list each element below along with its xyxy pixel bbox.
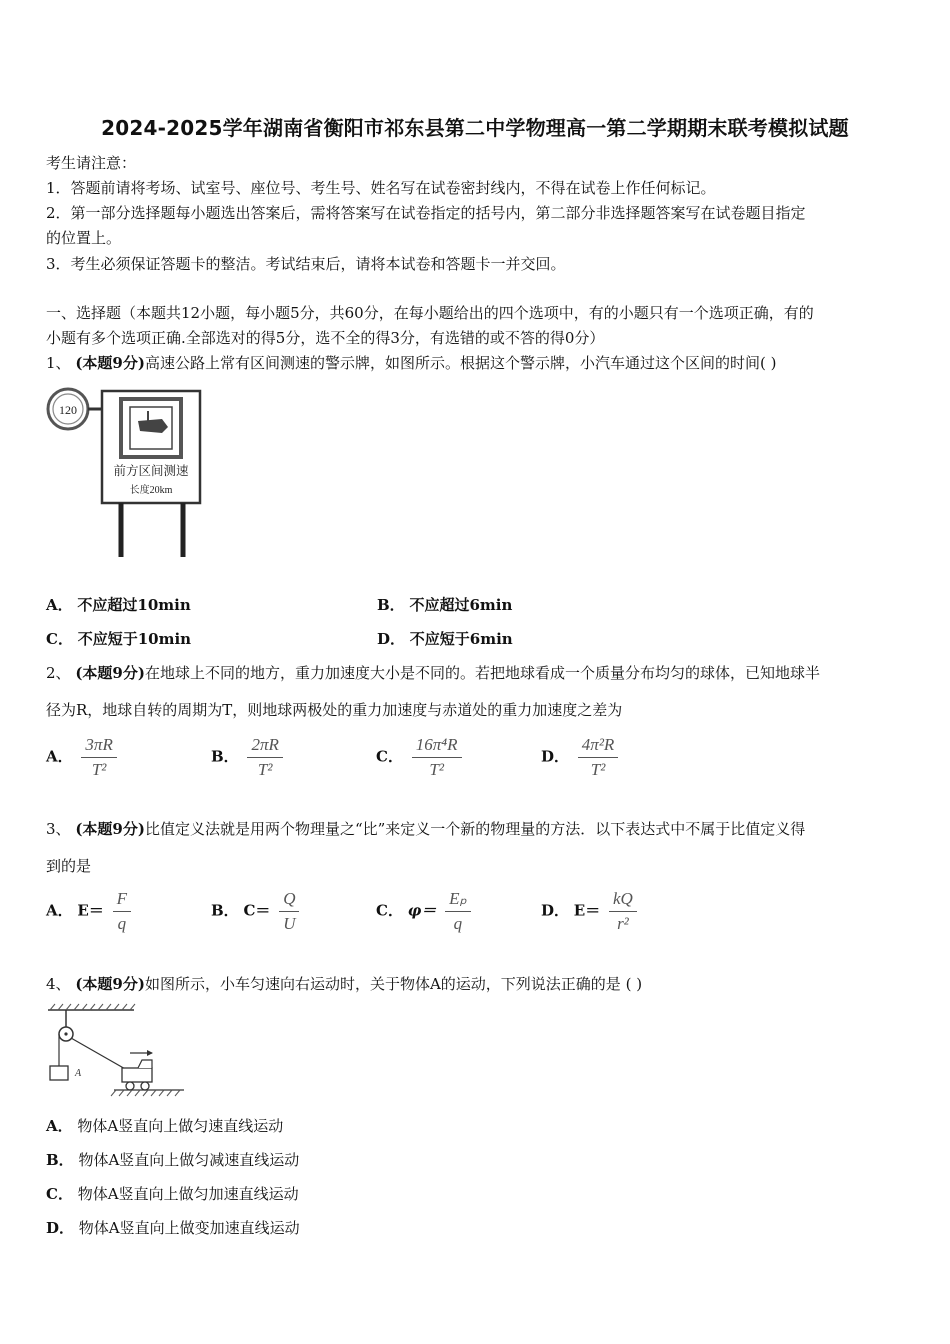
question-3-option-c[interactable] [376,889,471,934]
option-text: 不应超过6min [409,596,513,614]
option-text: 不应短于10min [77,630,192,648]
question-text: 在地球上不同的地方，重力加速度大小是不同的。若把地球看成一个质量分布均匀的球体，已知地球半 [144,664,820,682]
formula-lhs: C＝ [243,901,271,920]
sign-sublabel: 长度20km [129,485,173,496]
question-3-option-b[interactable] [211,889,299,934]
option-letter: D． [46,1219,75,1237]
fraction: $\frac{\text{4π²R}}{\text{T²}}$ [578,735,619,780]
option-letter: A． [46,901,73,920]
question-3-option-d[interactable] [541,889,637,934]
pulley-cart-figure [44,1002,189,1097]
option-text: 不应超过10min [77,596,191,614]
option-letter: C． [376,747,403,766]
question-number: 4、 [46,975,71,993]
question-text: 高速公路上常有区间测速的警示牌，如图所示。根据这个警示牌，小汽车通过这个区间的时间( ) [144,354,777,372]
notice-item-2: 2．第一部分选择题每小题选出答案后，需将答案写在试卷指定的括号内，第二部分非选择题答案写在试卷题目指定 [46,204,806,222]
fraction: $\frac{F}{q}$ [113,889,131,934]
question-score: (本题9分) [75,820,145,838]
option-letter: C． [46,630,73,648]
question-4-stem [46,973,642,994]
fraction: $\frac{kQ}{\text{r²}}$ [609,889,637,934]
question-text: 如图所示，小车匀速向右运动时，关于物体A的运动，下列说法正确的是 ( ) [144,975,643,993]
option-letter: B． [211,747,239,766]
option-letter: D． [377,630,406,648]
option-letter: B． [46,1151,74,1169]
notice-item-3: 3．考生必须保证答题卡的整洁。考试结束后，请将本试卷和答题卡一并交回。 [46,255,566,273]
question-score: (本题9分) [75,975,145,993]
page-title: 2024-2025学年湖南省衡阳市祁东县第二中学物理高一第二学期期末联考模拟试题 [101,116,849,140]
option-letter: A． [46,747,73,766]
question-2-stem-cont: 径为R，地球自转的周期为T，则地球两极处的重力加速度与赤道处的重力加速度之差为 [46,701,623,719]
option-letter: B． [377,596,405,614]
option-text: 物体A竖直向上做匀加速直线运动 [77,1185,299,1203]
formula-lhs: E＝ [77,901,104,920]
option-text: 不应短于6min [409,630,513,648]
formula-lhs: E＝ [573,901,601,920]
notice-item-1: 1．答题前请将考场、试室号、座位号、考生号、姓名写在试卷密封线内，不得在试卷上作任何标记。 [46,179,716,197]
option-letter: A． [46,1117,73,1135]
block-a-label: A [75,1068,82,1079]
question-1-option-c[interactable] [46,628,191,649]
section-header-line2: 小题有多个选项正确.全部选对的得5分，选不全的得3分，有选错的或不答的得0分） [46,329,605,347]
question-number: 2、 [46,664,71,682]
option-text: 物体A竖直向上做匀速直线运动 [77,1117,284,1135]
question-number: 1、 [46,354,71,372]
question-2-option-d[interactable] [541,735,618,780]
question-3-stem [46,818,805,839]
fraction: $\frac{2\pi R}{\text{T²}}$ [247,735,282,780]
question-2-stem [46,662,820,683]
option-letter: A． [46,596,73,614]
question-4-option-b[interactable] [46,1149,299,1170]
question-2-option-a[interactable] [46,735,117,780]
option-letter: B． [211,901,239,920]
option-letter: C． [46,1185,73,1203]
camera-icon [138,419,168,433]
speed-limit-value: 120 [59,403,77,417]
question-4-option-d[interactable] [46,1217,300,1238]
fraction: $\frac{Q}{U}$ [279,889,299,934]
formula-lhs: φ＝ [407,901,437,920]
notice-item-2-cont: 的位置上。 [46,229,122,247]
question-score: (本题9分) [75,664,145,682]
fraction: $\frac{\text{Eₚ}}{q}$ [445,889,471,934]
question-1-stem [46,352,776,373]
option-letter: D． [541,901,570,920]
arrow-right-icon [147,1050,153,1056]
question-2-option-c[interactable] [376,735,462,780]
question-4-option-c[interactable] [46,1183,299,1204]
speed-sign-figure [44,387,209,559]
question-1-option-b[interactable] [377,594,512,615]
notice-header: 考生请注意： [46,154,137,172]
question-3-option-a[interactable] [46,889,131,934]
question-4-option-a[interactable] [46,1115,283,1136]
question-text: 比值定义法就是用两个物理量之“比”来定义一个新的物理量的方法．以下表达式中不属于比值定义得 [144,820,806,838]
question-1-option-a[interactable] [46,594,191,615]
question-3-stem-cont: 到的是 [46,857,92,875]
question-2-option-b[interactable] [211,735,283,780]
cart-body [122,1068,152,1082]
question-1-option-d[interactable] [377,628,513,649]
option-letter: D． [541,747,570,766]
question-score: (本题9分) [75,354,145,372]
question-number: 3、 [46,820,71,838]
sign-label: 前方区间测速 [113,464,189,478]
fraction: $\frac{3\pi R}{\text{T²}}$ [81,735,116,780]
option-text: 物体A竖直向上做变加速直线运动 [78,1219,300,1237]
option-letter: C． [376,901,403,920]
fraction: $\frac{\text{16π⁴R}}{\text{T²}}$ [412,735,462,780]
option-text: 物体A竖直向上做匀减速直线运动 [78,1151,300,1169]
section-header-line1: 一、选择题（本题共12小题，每小题5分，共60分，在每小题给出的四个选项中，有的小题只有一个选项正确，有的 [46,304,814,322]
